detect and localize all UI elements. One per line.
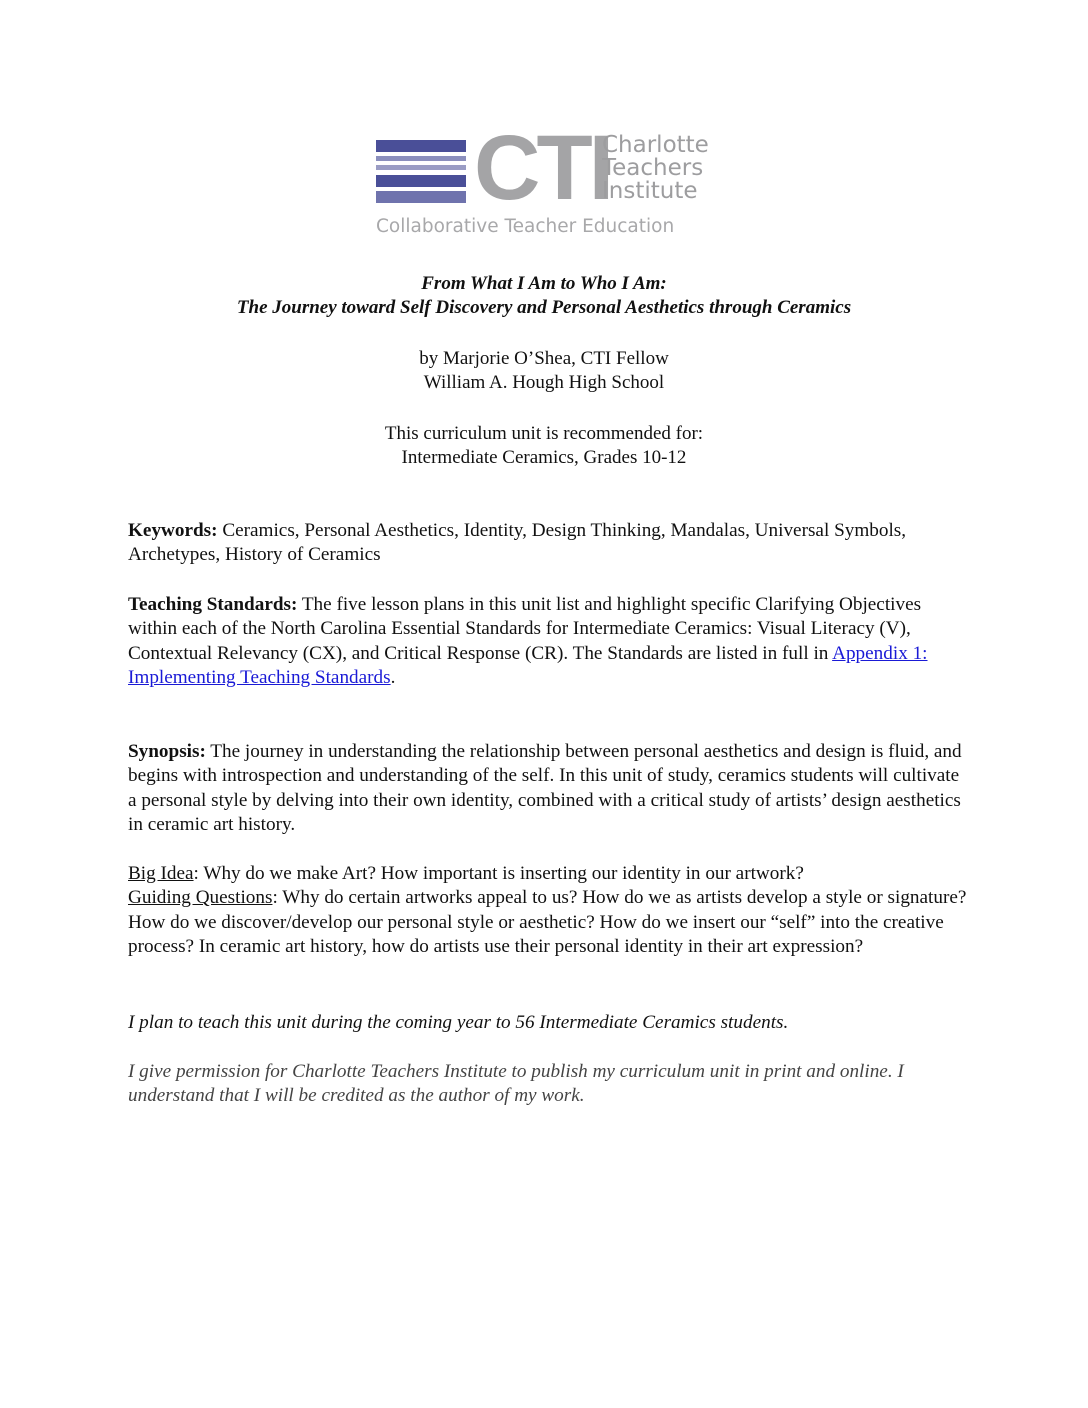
cti-logo (376, 117, 736, 246)
synopsis-text: The journey in understanding the relationship between personal aesthetics and design is fluid, and begins with introspection and understanding of the self. In this unit of study, ceramics students will cultivate a personal style by delving into their own identity, combined with a critical study of artists’ design aesthetics in ceramic art history. (128, 741, 962, 835)
byline (128, 347, 960, 395)
logo-abbr: CTI (474, 117, 611, 219)
logo-stripe (376, 140, 466, 152)
big-idea-label: Big Idea (128, 863, 194, 884)
logo-name-line: Teachers (602, 155, 704, 181)
keywords-label: Keywords: (128, 520, 218, 541)
unit-title-line2: The Journey toward Self Discovery and Personal Aesthetics through Ceramics (236, 297, 852, 318)
appendix-link[interactable]: Appendix 1: Implementing Teaching Standards (128, 642, 928, 688)
recommendation-line1: This curriculum unit is recommended for: (384, 423, 704, 444)
big-idea-paragraph (128, 862, 968, 959)
unit-title-line1: From What I Am to Who I Am: (421, 273, 667, 294)
logo-name (602, 134, 709, 203)
standards-end: . (390, 666, 396, 688)
keywords-text: Ceramics, Personal Aesthetics, Identity, Design Thinking, Mandalas, Universal Symbols, Archetypes, History of Ceramics (128, 520, 907, 566)
keywords-paragraph (128, 519, 968, 568)
recommendation (128, 422, 960, 470)
big-idea-text: : Why do we make Art? How important is inserting our identity in our artwork? (193, 863, 804, 884)
standards-paragraph (128, 593, 968, 690)
logo-stripe (376, 175, 466, 187)
synopsis-paragraph (128, 740, 968, 837)
school: William A. Hough High School (423, 372, 665, 393)
standards-text: The five lesson plans in this unit list and highlight specific Clarifying Objectives within each of the North Carolina Essential Standards for Intermediate Ceramics: Visual Literacy (V), Contextual Relevancy (CX), and Critical Response (CR). The Standards are listed in full in (128, 594, 922, 664)
logo-name-line: Charlotte (602, 132, 709, 158)
author: by Marjorie O’Shea, CTI Fellow (419, 348, 669, 369)
logo-stripe (376, 156, 466, 161)
permission-statement: I give permission for Charlotte Teachers Institute to publish my curriculum unit in print and online. I understand that I will be credited as the author of my work. (128, 1061, 904, 1107)
teaching-plan: I plan to teach this unit during the coming year to 56 Intermediate Ceramics students. (128, 1012, 789, 1033)
guiding-questions-label: Guiding Questions (128, 887, 273, 909)
synopsis-label: Synopsis: (128, 741, 206, 762)
logo-tagline: Collaborative Teacher Education (376, 216, 675, 237)
logo-stripe (376, 165, 466, 170)
logo-name-line: Institute (602, 178, 698, 204)
guiding-questions-text: : Why do certain artworks appeal to us? How do we as artists develop a style or signature? How do we discover/develop our personal style or aesthetic? How do we insert our “self” into the creative process? In ceramic art history, how do artists use their personal identity in their art expression? (128, 887, 967, 957)
recommendation-line2: Intermediate Ceramics, Grades 10-12 (401, 447, 687, 468)
standards-label: Teaching Standards: (128, 594, 298, 615)
logo-stripe (376, 191, 466, 203)
unit-title (128, 272, 960, 320)
